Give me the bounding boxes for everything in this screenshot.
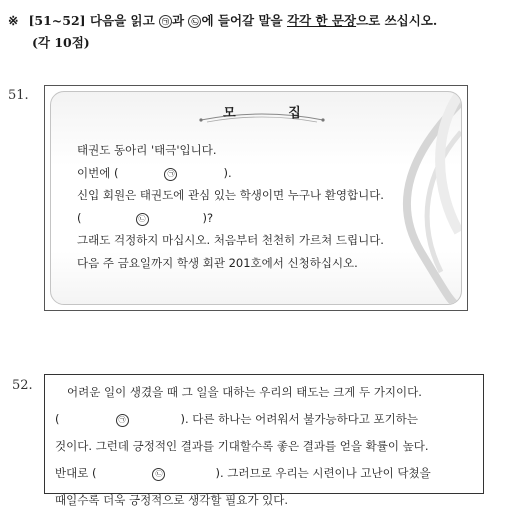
passage-line-4: 반대로 ( ㉡ ). 그러므로 우리는 시련이나 고난이 닥쳤을 xyxy=(55,466,431,480)
instruction-text-c: 에 들어갈 말을 xyxy=(201,13,283,28)
passage-line-3: 것이다. 그런데 긍정적인 결과를 기대할수록 좋은 결과를 얻을 확률이 높다. xyxy=(55,439,429,453)
passage-line-1: 어려운 일이 생겼을 때 그 일을 대하는 우리의 태도는 크게 두 가지이다. xyxy=(67,385,422,399)
notice-line-1: 태권도 동아리 '태극'입니다. xyxy=(77,143,217,157)
question-range: [51~52] xyxy=(28,13,86,28)
notice-line-2: 이번에 ( ㉠ ). xyxy=(77,165,232,180)
notice-line-5: 그래도 걱정하지 마십시오. 처음부터 천천히 가르쳐 드립니다. xyxy=(77,233,384,247)
circle-mark-2: ㉡ xyxy=(188,15,201,28)
reference-mark: ※ xyxy=(8,13,19,28)
notice-line-3: 신입 회원은 태권도에 관심 있는 학생이면 누구나 환영합니다. xyxy=(77,188,384,202)
question-number-52: 52. xyxy=(12,378,33,393)
question-number-51: 51. xyxy=(8,88,29,103)
notice-title: 모 집 xyxy=(223,106,325,121)
notice-body xyxy=(77,139,451,274)
notice-line-4: ( ㉡ )? xyxy=(77,210,214,225)
notice-title-banner xyxy=(197,100,327,124)
instruction-text-b: 과 xyxy=(172,13,185,28)
q52-passage-box xyxy=(44,374,484,507)
q52-passage xyxy=(55,379,475,514)
q51-frame xyxy=(44,85,468,311)
instruction-text-a: 다음을 읽고 xyxy=(89,13,155,28)
points-note: (각 10점) xyxy=(32,35,90,50)
blank-marker-2: ㉡ xyxy=(136,213,149,226)
passage-line-2: ( ㉠ ). 다른 하나는 어려워서 불가능하다고 포기하는 xyxy=(55,412,418,426)
notice-line-6: 다음 주 금요일까지 학생 회관 201호에서 신청하십시오. xyxy=(77,255,358,270)
notice-card xyxy=(50,91,462,305)
instructions xyxy=(8,10,503,54)
passage-line-5: 때일수록 더욱 긍정적으로 생각할 필요가 있다. xyxy=(55,493,289,507)
underlined-emphasis: 각각 한 문장 xyxy=(286,13,357,28)
blank-marker-1: ㉠ xyxy=(164,168,177,181)
passage-blank-marker-1: ㉠ xyxy=(116,414,129,427)
instruction-text-d: 으로 쓰십시오. xyxy=(356,13,438,28)
passage-blank-marker-2: ㉡ xyxy=(152,468,165,481)
circle-mark-1: ㉠ xyxy=(159,15,172,28)
